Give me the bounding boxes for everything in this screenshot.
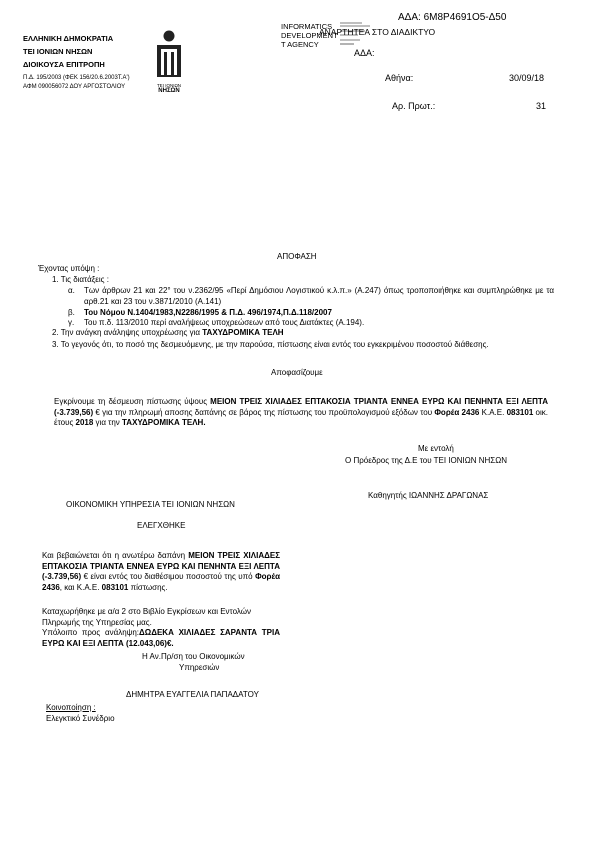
item-c-text: Του π.δ. 113/2010 περί αναλήψεως υποχρεώσεων από τους Διατάκτες (Α.194).: [84, 318, 365, 327]
fp-text: € είναι εντός του διαθέσιμου ποσοστού της υπό: [81, 572, 256, 581]
header-ref-afm: ΑΦΜ 090056072 ΔΟΥ ΑΡΓΟΣΤΟΛΙΟΥ: [23, 84, 126, 90]
protocol-label: Αρ. Πρωτ.:: [392, 101, 436, 111]
p1-year: 2018: [75, 418, 94, 427]
ada-stamp: ΑΔΑ: 6Μ8Ρ4691Ο5-Δ50: [398, 12, 507, 23]
stamp-overlay-2: DEVELOPMENT: [281, 31, 338, 40]
registered-text: Καταχωρήθηκε με α/α 2 στο Βιβλίο Εγκρίσεων και Εντολών Πληρωμής της Υπηρεσίας μας.: [42, 607, 252, 627]
head-title-2: Υπηρεσιών: [179, 663, 220, 672]
header-committee: ΔΙΟΙΚΟΥΣΑ ΕΠΙΤΡΟΠΗ: [23, 60, 105, 69]
header-ref-decree: Π.Δ. 195/2003 (ΦΕΚ 156/20.6.2003Τ.Α'): [23, 75, 130, 81]
p1-year-label: οικ. έτους: [54, 407, 549, 427]
p1-for-label: για την: [93, 418, 122, 427]
stamp-overlay-title: ΑΝΑΡΤΗΤΕΑ ΣΤΟ ΔΙΑΔΙΚΤΥΟ: [319, 27, 436, 37]
cc-item: Ελεγκτικό Συνέδριο: [46, 714, 115, 723]
finance-dept: ΟΙΚΟΝΟΜΙΚΗ ΥΠΗΡΕΣΙΑ ΤΕΙ ΙΟΝΙΩΝ ΝΗΣΩΝ: [66, 500, 235, 509]
decision-paragraph: [54, 397, 548, 429]
president-title: Ο Πρόεδρος της Δ.Ε του ΤΕΙ ΙΟΝΙΩΝ ΝΗΣΩΝ: [345, 456, 507, 465]
decide-heading: Αποφασίζουμε: [271, 368, 323, 377]
item-a-text: Των άρθρων 21 και 22° του ν.2362/95 «Περί Δημόσιου Λογιστικού κ.λ.π.» (Α.247) όπως τροποποιήθηκε και συμπληρώθηκε με τα αρθ.21 και 23 του ν.3871/2010 (Α.141): [84, 286, 554, 306]
item-2: [52, 328, 284, 338]
item-2-subject: ΤΑΧΥΔΡΟΜΙΚΑ ΤΕΛΗ: [202, 328, 284, 337]
stamp-overlay-ada: ΑΔΑ:: [354, 48, 375, 58]
item-3: 3. Το γεγονός ότι, το ποσό της δεσμευόμενης, με την παρούσα, πίστωσης είναι εντός του εγκεκριμένου ποσοστού διάθεσης.: [52, 340, 489, 349]
item-1: 1. Τις διατάξεις :: [52, 275, 109, 284]
p1-kae-label: Κ.Α.Ε.: [479, 407, 507, 417]
finance-paragraph: [42, 551, 280, 593]
document-date: 30/09/18: [509, 73, 545, 83]
remaining-text: [42, 628, 280, 649]
item-c-label: γ.: [68, 318, 75, 327]
p1-amount: ΜΕΙΟΝ ΤΡΕΙΣ ΧΙΛΙΑΔΕΣ ΕΠΤΑΚΟΣΙΑ ΤΡΙΑΝΤΑ ΕΝΝΕΑ ΕΥΡΩ ΚΑΙ ΠΕΝΗΝΤΑ ΕΞΙ ΛΕΠΤΑ (-3.739,56): [54, 397, 548, 417]
checked-heading: ΕΛΕΓΧΘΗΚΕ: [137, 521, 186, 530]
remaining-label: Υπόλοιπο προς ανάληψη:: [42, 628, 140, 637]
tei-logo-graphic: [154, 30, 184, 78]
p1-text: € για την πληρωμή αποσης δαπάνης σε βάρος της πίστωσης του προϋπολογισμού εξόδων του: [93, 407, 435, 417]
head-title-1: Η Αν.Πρ/ση του Οικονομικών: [142, 652, 245, 661]
p1-intro: Εγκρίνουμε τη δέσμευση πίστωσης ύψους: [54, 397, 211, 406]
signer-name: ΔΗΜΗΤΡΑ ΕΥΑΓΓΕΛΙΑ ΠΑΠΑΔΑΤΟΥ: [126, 690, 259, 699]
by-order: Με εντολή: [418, 444, 454, 453]
tei-logo: [154, 30, 184, 92]
item-b-text: Του Νόμου Ν.1404/1983,Ν2286/1995 & Π.Δ. 496/1974,Π.Δ.118/2007: [84, 308, 332, 317]
item-a-label: α.: [68, 286, 75, 295]
fp-end: πίστωσης.: [128, 582, 168, 592]
header-institution: ΤΕΙ ΙΟΝΙΩΝ ΝΗΣΩΝ: [23, 47, 93, 56]
protocol-number: 31: [536, 101, 547, 111]
fp-kae-label: , και Κ.Α.Ε.: [59, 582, 102, 592]
place-label: Αθήνα:: [385, 73, 414, 83]
p1-org: Φορέα 2436: [434, 407, 480, 417]
p1-for: ΤΑΧΥΔΡΟΜΙΚΑ ΤΕΛΗ.: [122, 418, 206, 427]
professor-name: Καθηγητής ΙΩΑΝΝΗΣ ΔΡΑΓΩΝΑΣ: [368, 491, 489, 500]
decision-title: ΑΠΟΦΑΣΗ: [277, 252, 317, 261]
remaining-amount: ΔΩΔΕΚΑ ΧΙΛΙΑΔΕΣ ΣΑΡΑΝΤΑ ΤΡΙΑ ΕΥΡΩ ΚΑΙ ΕΞΙ ΛΕΠΤΑ (12.043,06)€.: [42, 628, 281, 648]
item-b-label: β.: [68, 308, 75, 317]
p1-kae: 083101: [506, 407, 534, 417]
stamp-overlay-3: T AGENCY: [281, 40, 319, 49]
having-in-mind: Έχοντας υπόψη :: [38, 264, 100, 273]
fp-amount: ΜΕΙΟΝ ΤΡΕΙΣ ΧΙΛΙΑΔΕΣ ΕΠΤΑΚΟΣΙΑ ΤΡΙΑΝΤΑ ΕΝΝΕΑ ΕΥΡΩ ΚΑΙ ΠΕΝΗΝΤΑ ΕΞΙ ΛΕΠΤΑ (-3.739,56): [42, 551, 280, 581]
stamp-overlay-1: INFORMATICS: [281, 22, 333, 31]
fp-kae: 083101: [101, 582, 129, 592]
item-2-text: 2. Την ανάγκη ανάληψης υποχρέωσης για: [52, 328, 203, 337]
cc-label: Κοινοποίηση :: [46, 703, 96, 712]
fp-org: Φορέα 2436: [42, 572, 280, 592]
header-republic: ΕΛΛΗΝΙΚΗ ΔΗΜΟΚΡΑΤΙΑ: [23, 34, 114, 43]
logo-caption-2: ΝΗΣΩΝ: [158, 88, 180, 94]
logo-caption-1: ΤΕΙ ΙΟΝΙΩΝ: [156, 83, 182, 88]
fp-intro: Και βεβαιώνεται ότι η ανωτέρω δαπάνη: [42, 551, 189, 560]
